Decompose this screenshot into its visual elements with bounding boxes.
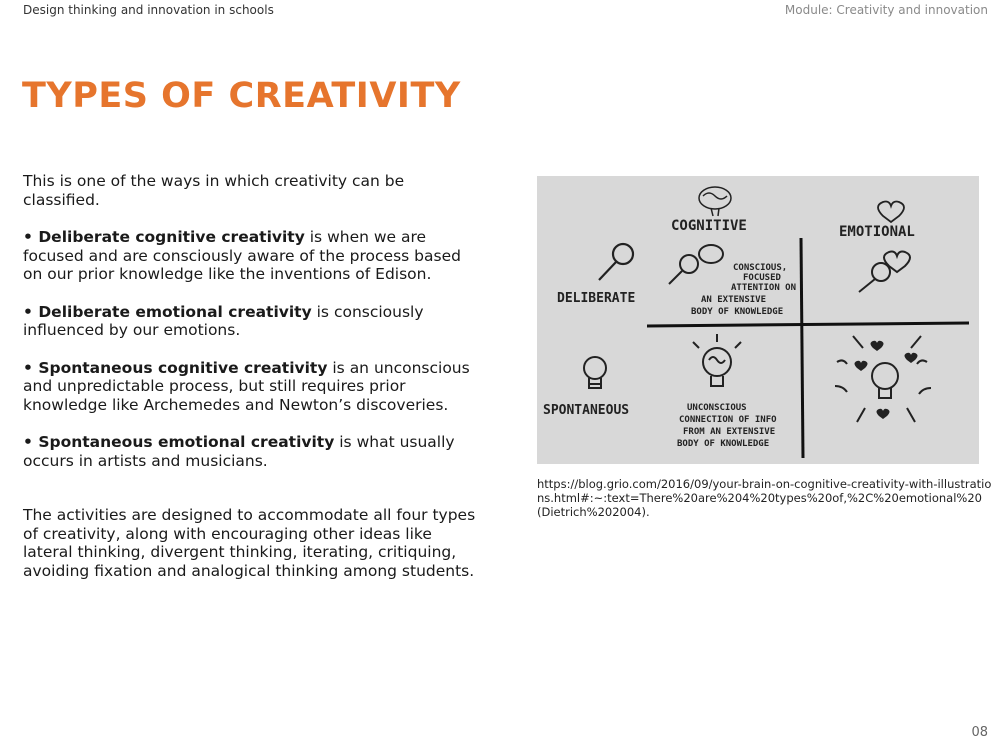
intro-paragraph: This is one of the ways in which creativity can be classified. <box>23 172 405 209</box>
vertical-axis <box>801 238 803 458</box>
closing-paragraph: The activities are designed to accommodate all four types of creativity, along with encouraging other ideas like lateral thinking, divergent thinking, iterating, critiquing, avoiding fixation and analogical thinking among students. <box>23 506 476 580</box>
type-item-deliberate-cognitive <box>23 228 483 284</box>
type-name: • Deliberate emotional creativity <box>23 302 312 321</box>
type-description: is when we are focused and are consciously aware of the process based on our prior knowledge like the inventions of Edison. <box>23 228 461 283</box>
type-description: is consciously influenced by our emotions. <box>23 302 424 339</box>
svg-text:FROM AN EXTENSIVE: FROM AN EXTENSIVE <box>683 427 776 437</box>
type-item-deliberate-emotional <box>23 303 483 340</box>
type-name: • Spontaneous cognitive creativity <box>23 358 328 377</box>
label-emotional: EMOTIONAL <box>839 224 915 240</box>
type-name: • Deliberate cognitive creativity <box>23 228 305 246</box>
svg-text:FOCUSED: FOCUSED <box>743 273 781 283</box>
header-module-title: Module: Creativity and innovation <box>784 3 988 17</box>
page-title: TYPES OF CREATIVITY <box>22 76 461 116</box>
svg-text:BODY OF KNOWLEDGE: BODY OF KNOWLEDGE <box>691 307 784 317</box>
type-description: is an unconscious and unpredictable process, but still requires prior knowledge like Archemedes and Newton’s discoveries. <box>23 358 470 414</box>
svg-text:ATTENTION ON: ATTENTION ON <box>731 283 797 293</box>
type-item-spontaneous-emotional <box>23 433 483 470</box>
page-number: 08 <box>971 725 988 740</box>
body-text <box>23 172 483 599</box>
label-deliberate: DELIBERATE <box>557 291 636 306</box>
svg-text:BODY OF KNOWLEDGE: BODY OF KNOWLEDGE <box>677 439 770 449</box>
type-item-spontaneous-cognitive <box>23 359 483 415</box>
label-spontaneous: SPONTANEOUS <box>543 403 630 418</box>
image-source-link[interactable]: https://blog.grio.com/2016/09/your-brain-on-cognitive-creativity-with-illustrations.html#:~:text=There%20are%204%20types%20of,%2C%20emotional%20(Dietrich%202004). <box>537 477 992 519</box>
creativity-quadrant-sketch <box>537 176 979 464</box>
type-description: is what usually occurs in artists and musicians. <box>23 433 455 470</box>
svg-text:UNCONSCIOUS: UNCONSCIOUS <box>687 403 747 413</box>
svg-text:AN EXTENSIVE: AN EXTENSIVE <box>701 295 767 305</box>
type-name: • Spontaneous emotional creativity <box>23 433 335 451</box>
header-course-title: Design thinking and innovation in schools <box>23 3 274 17</box>
svg-text:CONSCIOUS,: CONSCIOUS, <box>733 263 788 273</box>
svg-text:CONNECTION OF INFO: CONNECTION OF INFO <box>679 415 777 425</box>
label-cognitive: COGNITIVE <box>671 218 747 234</box>
